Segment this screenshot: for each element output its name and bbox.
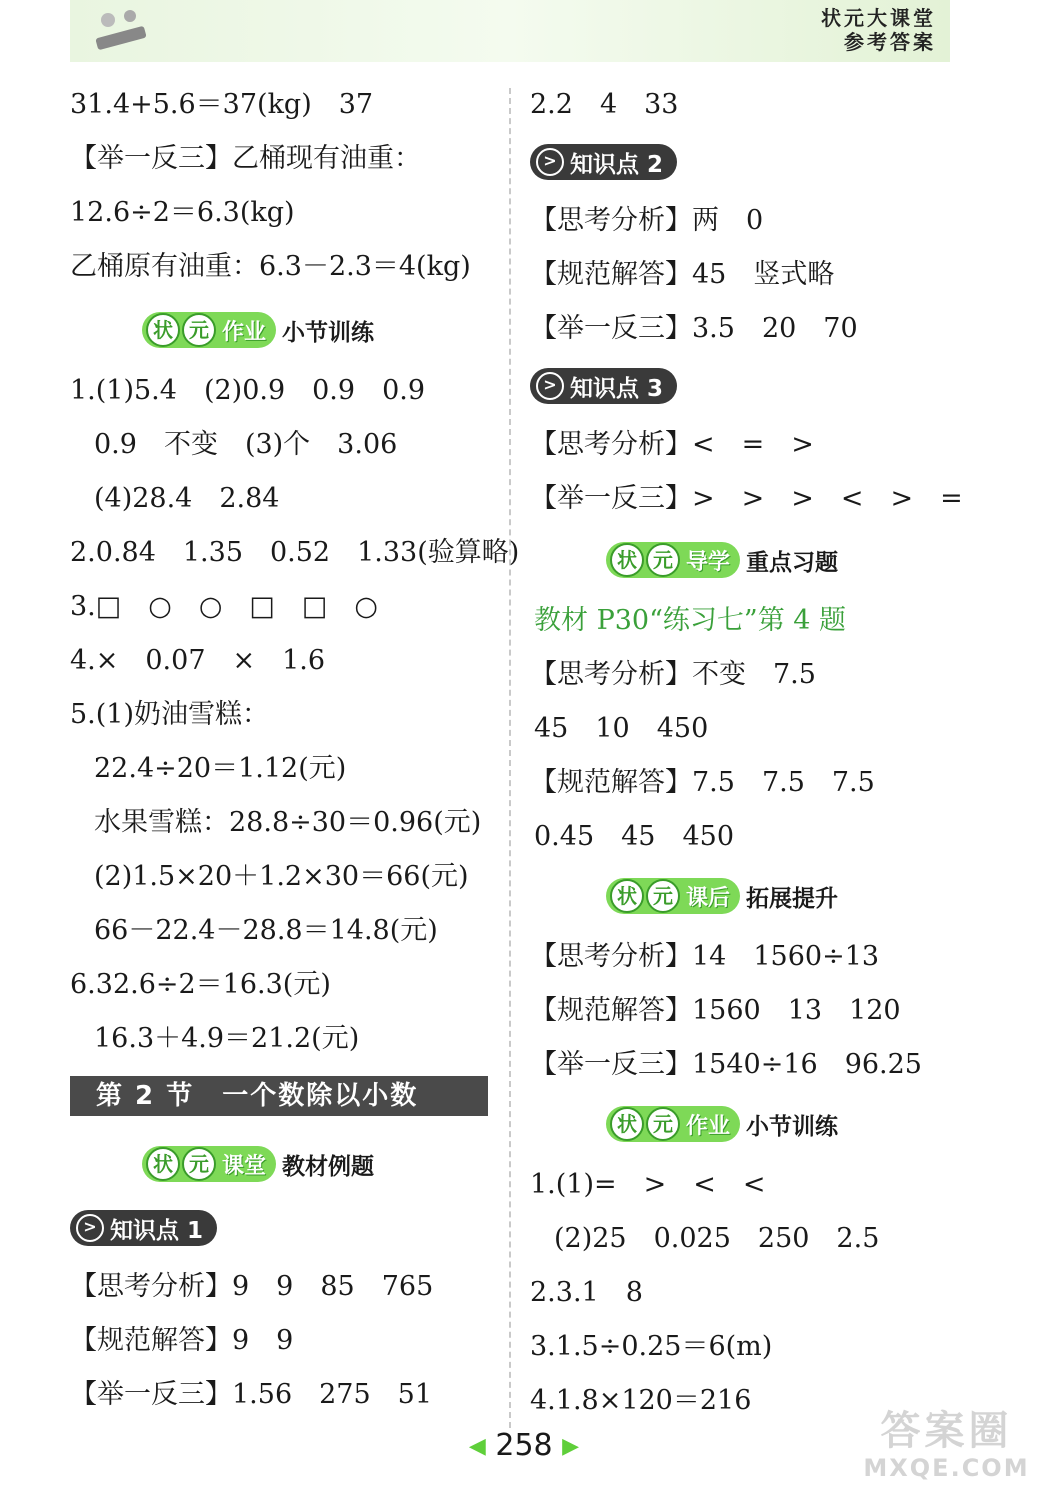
- badge-char: 状: [146, 313, 180, 347]
- answer-line: 16.3＋4.9＝21.2(元): [94, 1023, 360, 1054]
- answer-line: 乙桶原有油重：6.3－2.3＝4(kg): [70, 251, 471, 282]
- answer-line: 3.□ ○ ○ □ □ ○: [70, 591, 378, 622]
- knowledge-point-badge: [530, 368, 677, 404]
- answer-line: 1.(1)5.4 (2)0.9 0.9 0.9: [70, 375, 426, 406]
- answer-line: 1.(1)= > < <: [530, 1169, 766, 1200]
- badge-word: 作业: [222, 319, 267, 345]
- section-heading: 第 2 节 一个数除以小数: [70, 1076, 488, 1116]
- answer-line: 【思考分析】< = >: [530, 429, 814, 460]
- answer-line: 22.4÷20＝1.12(元): [94, 753, 347, 784]
- answer-line: 【思考分析】两 0: [530, 205, 764, 236]
- badge-char: 元: [182, 313, 216, 347]
- badge-char: 元: [646, 1107, 680, 1141]
- answer-line: 【规范解答】45 竖式略: [530, 259, 835, 290]
- answer-line: 2.0.84 1.35 0.52 1.33(验算略): [70, 537, 520, 568]
- answer-line: 2.2 4 33: [530, 89, 679, 120]
- ketang-badge: [142, 1146, 374, 1182]
- badge-char: 状: [610, 543, 644, 577]
- badge-subtitle: 小节训练: [746, 1113, 839, 1140]
- answer-line: (4)28.4 2.84: [94, 483, 280, 514]
- badge-word: 课堂: [222, 1153, 267, 1179]
- answer-line: 45 10 450: [534, 713, 709, 744]
- answer-line: 0.9 不变 (3)个 3.06: [94, 429, 398, 460]
- badge-word: 课后: [686, 885, 731, 911]
- textbook-reference: 教材 P30“练习七”第 4 题: [534, 605, 847, 636]
- badge-char: 状: [610, 879, 644, 913]
- header-title-line1: 状元大课堂: [821, 6, 936, 30]
- header-title-line2: 参考答案: [844, 30, 936, 54]
- zuoye-badge: [142, 312, 374, 348]
- badge-char: 元: [646, 543, 680, 577]
- badge-char: 状: [610, 1107, 644, 1141]
- page-number-value: 258: [495, 1428, 553, 1463]
- watermark-top: 答案圈: [880, 1408, 1013, 1454]
- badge-subtitle: 重点习题: [746, 549, 839, 576]
- answer-line: 【思考分析】9 9 85 765: [70, 1271, 434, 1302]
- answer-line: 【举一反三】1.56 275 51: [70, 1379, 433, 1410]
- answer-line: 【举一反三】1540÷16 96.25: [530, 1049, 922, 1080]
- badge-char: 元: [646, 879, 680, 913]
- badge-subtitle: 拓展提升: [746, 885, 839, 912]
- arrow-right-icon: >: [76, 1214, 104, 1242]
- triangle-left-icon: ◀: [468, 1434, 486, 1459]
- answer-line: (2)1.5×20＋1.2×30＝66(元): [94, 861, 469, 892]
- badge-word: 导学: [686, 549, 731, 575]
- knowledge-point-badge: [530, 144, 677, 180]
- answer-line: 2.3.1 8: [530, 1277, 643, 1308]
- badge-char: 状: [146, 1147, 180, 1181]
- kehou-badge: [606, 878, 838, 914]
- watermark-bottom: MXQE.COM: [863, 1454, 1030, 1482]
- answer-line: 【举一反三】3.5 20 70: [530, 313, 858, 344]
- answer-line: 6.32.6÷2＝16.3(元): [70, 969, 331, 1000]
- answer-line: 12.6÷2＝6.3(kg): [70, 197, 295, 228]
- knowledge-point-label: 知识点 2: [570, 151, 664, 178]
- badge-subtitle: 小节训练: [282, 319, 375, 346]
- answer-line: 【规范解答】7.5 7.5 7.5: [530, 767, 875, 798]
- knowledge-point-label: 知识点 3: [570, 375, 664, 402]
- header-band: [70, 0, 950, 62]
- answer-line: 4.1.8×120＝216: [530, 1385, 752, 1416]
- answer-line: 【规范解答】9 9: [70, 1325, 294, 1356]
- column-divider: [509, 88, 511, 1428]
- badge-word: 作业: [686, 1113, 731, 1139]
- arrow-right-icon: >: [536, 372, 564, 400]
- answer-line: 【举一反三】> > > < > =: [530, 483, 963, 514]
- knowledge-point-badge: [70, 1210, 217, 1246]
- answer-line: 31.4+5.6＝37(kg) 37: [70, 89, 374, 120]
- pencil-logo-icon: [88, 6, 158, 54]
- badge-char: 元: [182, 1147, 216, 1181]
- answer-line: 【举一反三】乙桶现有油重：: [70, 143, 421, 174]
- answer-line: (2)25 0.025 250 2.5: [554, 1223, 880, 1254]
- answer-line: 66－22.4－28.8＝14.8(元): [94, 915, 438, 946]
- answer-line: 5.(1)奶油雪糕：: [70, 699, 270, 730]
- knowledge-point-label: 知识点 1: [110, 1217, 204, 1244]
- answer-line: 3.1.5÷0.25＝6(m): [530, 1331, 773, 1362]
- answer-line: 水果雪糕：28.8÷30＝0.96(元): [94, 807, 482, 838]
- answer-line: 【思考分析】不变 7.5: [530, 659, 816, 690]
- answer-line: 【规范解答】1560 13 120: [530, 995, 901, 1026]
- zuoye-badge: [606, 1106, 838, 1142]
- header-title: [821, 6, 936, 54]
- daoxue-badge: [606, 542, 838, 578]
- badge-subtitle: 教材例题: [282, 1153, 375, 1180]
- watermark-logo: [859, 1408, 1034, 1488]
- answer-line: 【思考分析】14 1560÷13: [530, 941, 880, 972]
- arrow-right-icon: >: [536, 148, 564, 176]
- triangle-right-icon: ▶: [562, 1434, 580, 1459]
- answer-line: 0.45 45 450: [534, 821, 735, 852]
- answer-line: 4.× 0.07 × 1.6: [70, 645, 326, 676]
